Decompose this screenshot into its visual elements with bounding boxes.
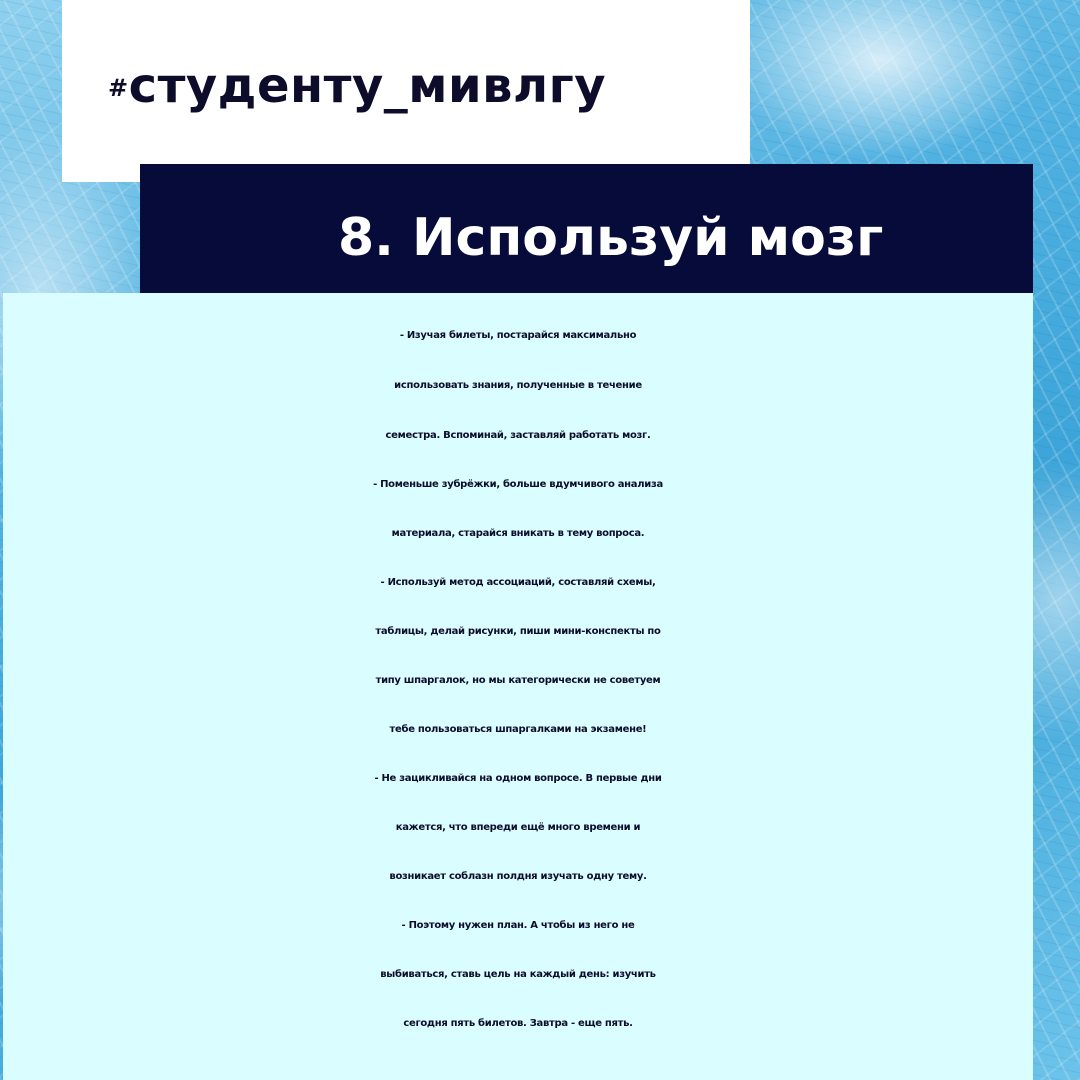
body-line: - Используй метод ассоциаций, составляй схемы,: [380, 577, 656, 588]
body-line: материала, старайся вникать в тему вопроса.: [391, 528, 645, 539]
body-line: использовать знания, полученные в течение: [394, 380, 642, 391]
hashtag-symbol: #: [108, 74, 129, 102]
hashtag-label: студенту_мивлгу: [128, 58, 607, 114]
body-line: выбиваться, ставь цель на каждый день: изучить: [380, 969, 656, 980]
content-panel: [3, 293, 1033, 1080]
page-title: 8. Используй мозг: [338, 208, 884, 268]
body-line: возникает соблазн полдня изучать одну тему.: [389, 871, 647, 882]
body-line: - Поменьше зубрёжки, больше вдумчивого анализа: [373, 479, 663, 490]
body-line: таблицы, делай рисунки, пиши мини-конспекты по: [375, 626, 661, 637]
body-line: семестра. Вспоминай, заставляй работать мозг.: [385, 430, 651, 441]
body-line: - Поэтому нужен план. А чтобы из него не: [401, 920, 635, 931]
body-line: тебе пользоваться шпаргалками на экзамене!: [389, 724, 647, 735]
body-line: сегодня пять билетов. Завтра - еще пять.: [403, 1018, 633, 1029]
body-line: типу шпаргалок, но мы категорически не советуем: [375, 675, 661, 686]
hashtag: [108, 58, 606, 114]
body-line: кажется, что впереди ещё много времени и: [395, 822, 641, 833]
body-line: - Изучая билеты, постарайся максимально: [399, 330, 637, 341]
body-line: - Не зацикливайся на одном вопросе. В первые дни: [374, 773, 662, 784]
